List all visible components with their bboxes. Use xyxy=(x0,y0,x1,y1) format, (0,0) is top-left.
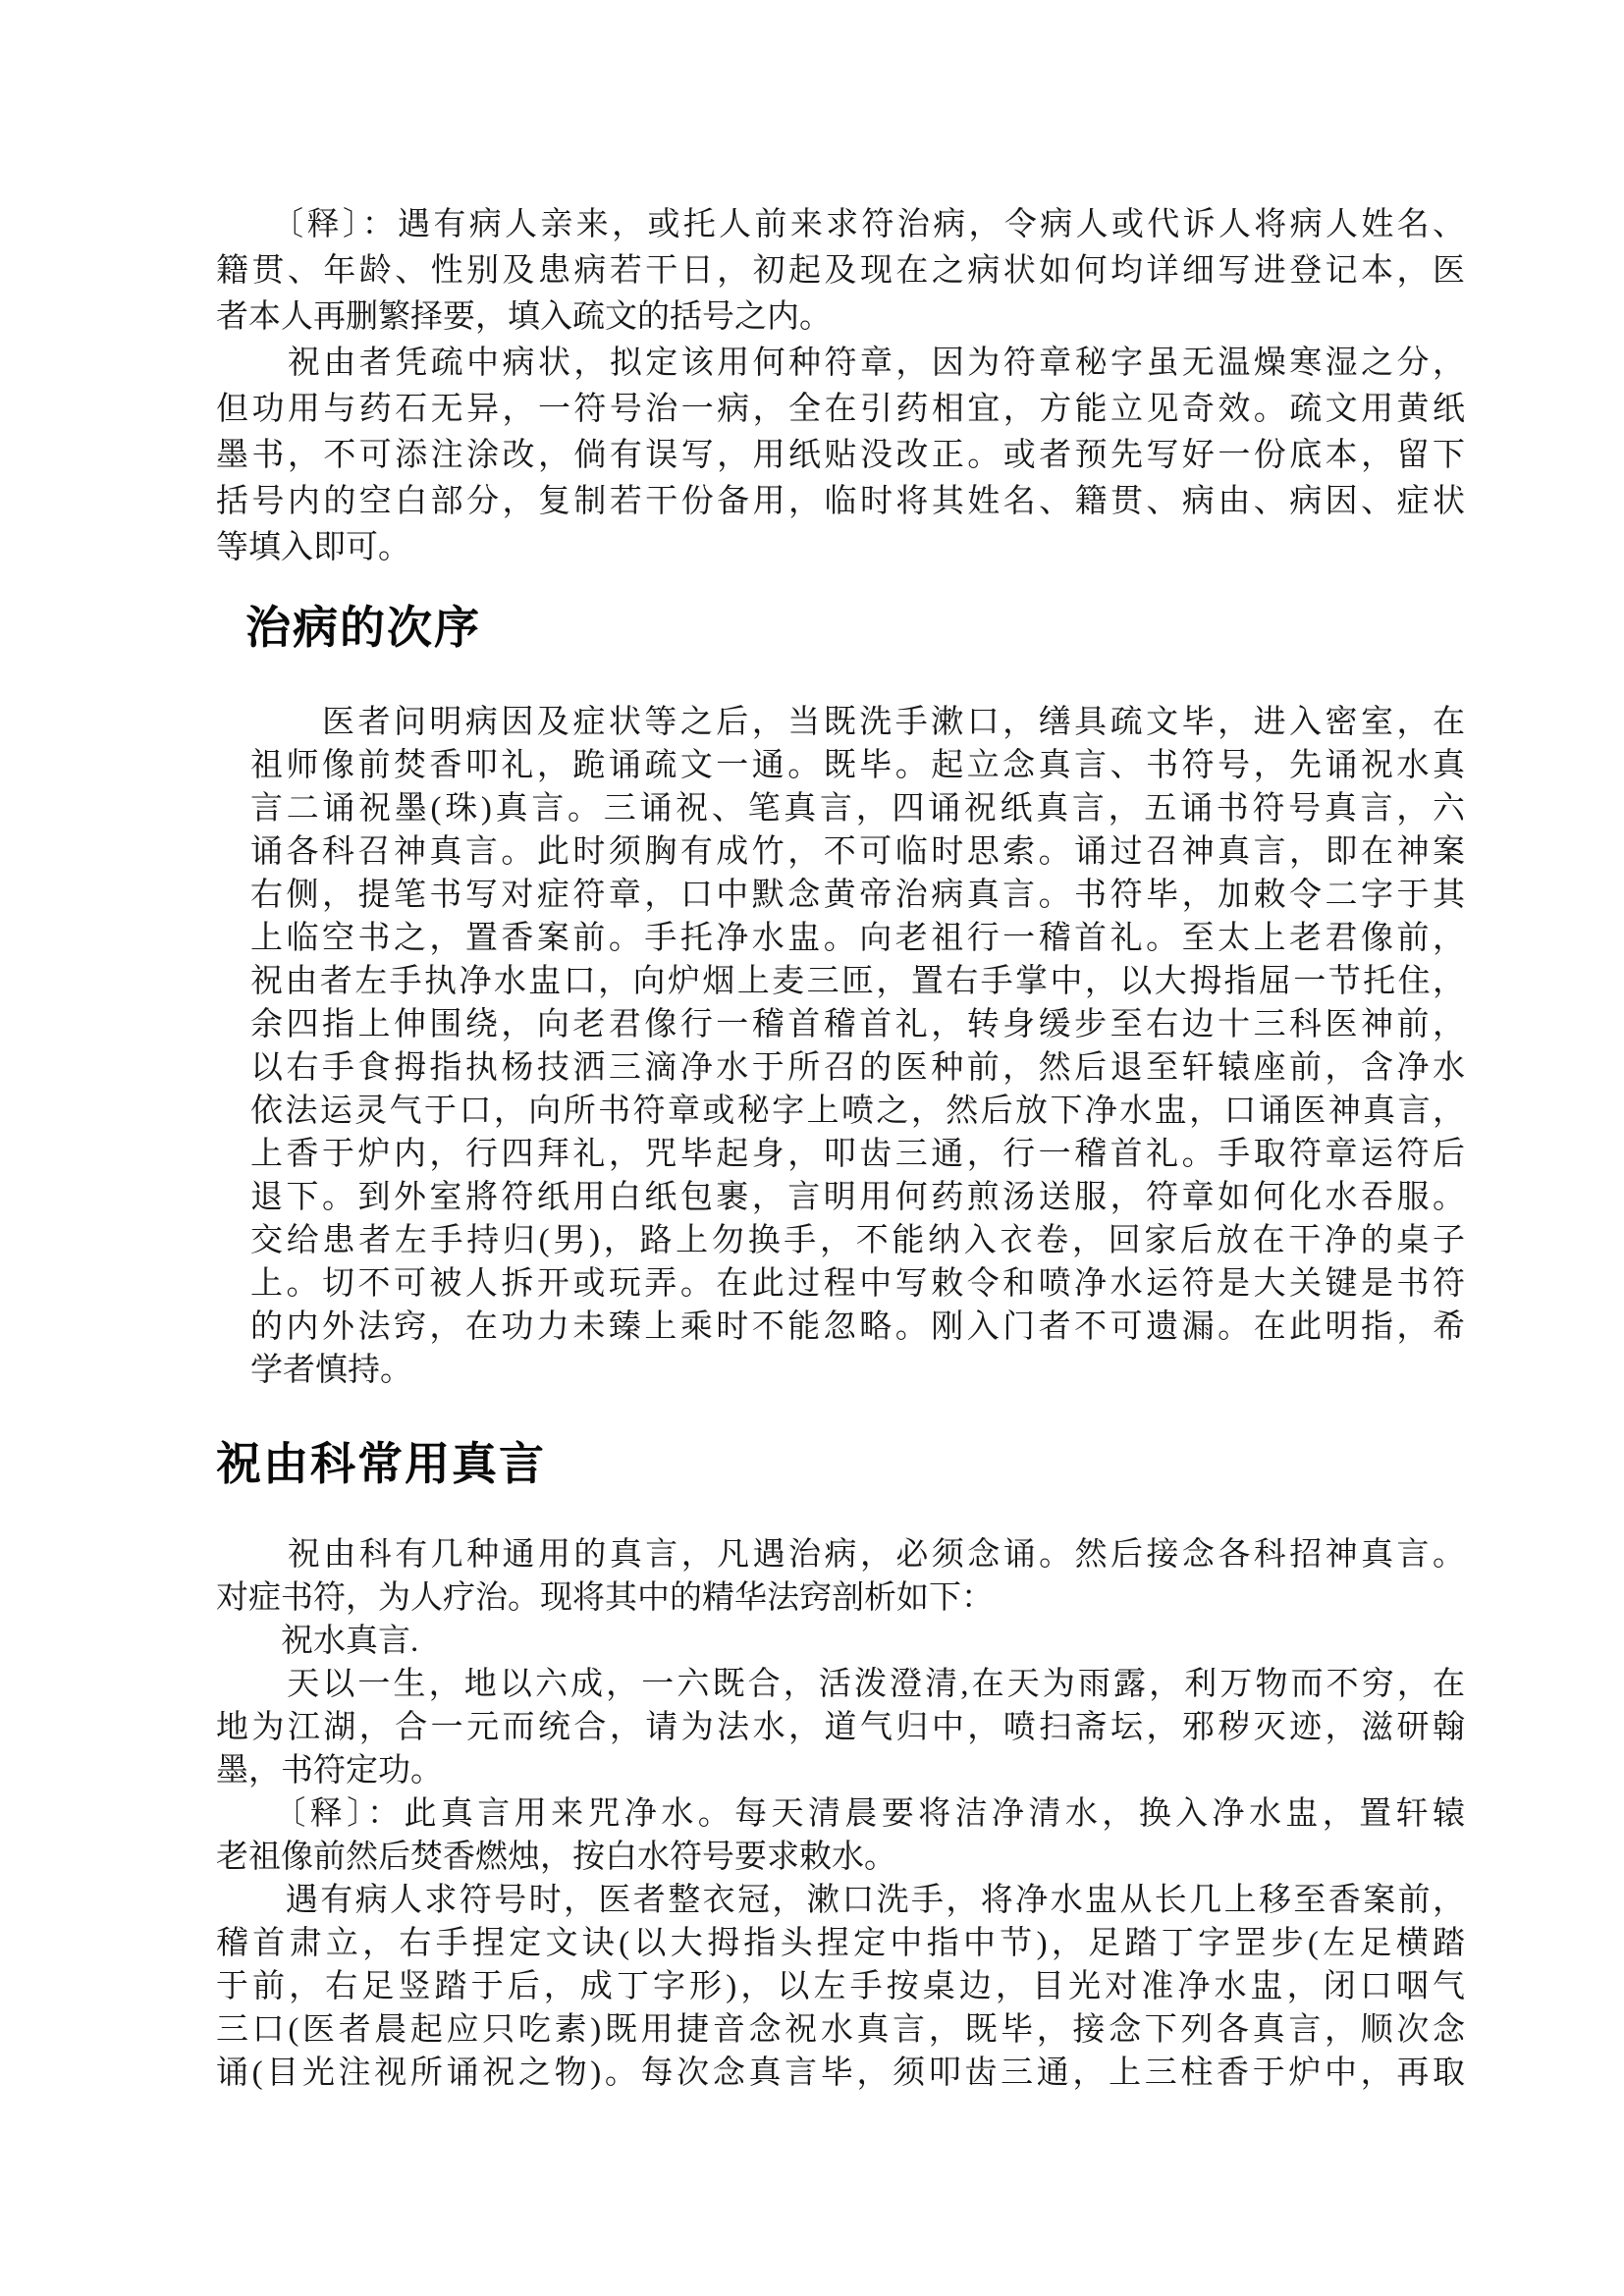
text-line: 祖师像前焚香叩礼，跪诵疏文一通。既毕。起立念真言、书符号，先诵祝水真 xyxy=(250,748,1465,783)
text-line: 祝水真言. xyxy=(216,1624,419,1659)
text-line: 祝由科有几种通用的真言，凡遇治病，必须念诵。然后接念各科招神真言。 xyxy=(216,1537,1465,1573)
text-line: 三口(医者晨起应只吃素)既用捷音念祝水真言，既毕，接念下列各真言，顺次念 xyxy=(216,2012,1465,2048)
text-line: 〔释〕：遇有病人亲来，或托人前来求符治病，令病人或代诉人将病人姓名、 xyxy=(216,207,1465,242)
text-line: 的内外法窍，在功力未臻上乘时不能忽略。刚入门者不可遗漏。在此明指，希 xyxy=(250,1309,1465,1345)
text-line: 上香于炉内，行四拜礼，咒毕起身，叩齿三通，行一稽首礼。手取符章运符后 xyxy=(250,1137,1465,1172)
section-heading-common-mantras: 祝由科常用真言 xyxy=(216,1438,546,1489)
text-line: 老祖像前然后焚香燃烛，按白水符号要求敕水。 xyxy=(216,1840,896,1875)
text-line: 于前，右足竖踏于后，成丁字形)，以左手按桌边，目光对准净水盅，闭口咽气 xyxy=(216,1969,1465,2004)
text-line: 地为江湖，合一元而统合，请为法水，道气归中，喷扫斋坛，邪秽灭迹，滋研翰 xyxy=(216,1710,1465,1745)
text-line: 上临空书之，置香案前。手托净水盅。向老祖行一稽首礼。至太上老君像前， xyxy=(250,921,1465,956)
text-line: 祝由者左手执净水盅口，向炉烟上麦三匝，置右手掌中，以大拇指屈一节托住， xyxy=(250,964,1465,999)
text-line: 退下。到外室將符纸用白纸包裹，言明用何药煎汤送服，符章如何化水吞服。 xyxy=(250,1180,1465,1215)
text-line: 上。切不可被人拆开或玩弄。在此过程中写敕令和喷净水运符是大关键是书符 xyxy=(250,1266,1465,1302)
annotation-paragraph-registration xyxy=(216,202,1465,341)
text-line: 墨书，不可添注涂改，倘有误写，用纸贴没改正。或者预先写好一份底本，留下 xyxy=(216,438,1465,473)
text-line: 交给患者左手持归(男)，路上勿换手，不能纳入衣卷，回家后放在干净的桌子 xyxy=(250,1223,1465,1258)
paragraph-treatment-procedure xyxy=(250,701,1465,1392)
paragraph-water-mantra-text xyxy=(216,1663,1465,1792)
text-line: 祝由者凭疏中病状，拟定该用何种符章，因为符章秘字虽无温燥寒湿之分， xyxy=(216,346,1465,381)
text-line: 诵各科召神真言。此时须胸有成竹，不可临时思索。诵过召神真言，即在神案 xyxy=(250,834,1465,870)
paragraph-water-mantra-title xyxy=(216,1620,1465,1663)
text-line: 对症书符，为人疗治。现将其中的精华法窍剖析如下： xyxy=(216,1580,994,1616)
text-line: 括号内的空白部分，复制若干份备用，临时将其姓名、籍贯、病由、病因、症状 xyxy=(216,484,1465,519)
paragraph-ritual-steps xyxy=(216,1879,1465,2095)
text-line: 医者问明病因及症状等之后，当既洗手漱口，缮具疏文毕，进入密室，在 xyxy=(250,705,1465,740)
text-line: 诵(目光注视所诵祝之物)。每次念真言毕，须叩齿三通，上三柱香于炉中，再取 xyxy=(216,2056,1465,2091)
text-line: 〔释〕：此真言用来咒净水。每天清晨要将洁净清水，换入净水盅，置轩辕 xyxy=(216,1796,1465,1832)
text-line: 依法运灵气于口，向所书符章或秘字上喷之，然后放下净水盅，口诵医神真言， xyxy=(250,1094,1465,1129)
text-line: 天以一生，地以六成，一六既合，活泼澄清,在天为雨露，利万物而不穷，在 xyxy=(216,1667,1465,1702)
paragraph-mantra-intro xyxy=(216,1533,1465,1620)
text-line: 籍贯、年龄、性别及患病若干日，初起及现在之病状如何均详细写进登记本，医 xyxy=(216,253,1465,289)
section-heading-treatment-order: 治病的次序 xyxy=(245,602,481,653)
text-line: 稽首肃立，右手捏定文诀(以大拇指头捏定中指中节)，足踏丁字罡步(左足横踏 xyxy=(216,1926,1465,1961)
text-line: 以右手食拇指执杨技洒三滴净水于所召的医种前，然后退至轩辕座前，含净水 xyxy=(250,1050,1465,1086)
text-line: 但功用与药石无异，一符号治一病，全在引药相宜，方能立见奇效。疏文用黄纸 xyxy=(216,392,1465,427)
text-line: 右侧，提笔书写对症符章，口中默念黄帝治病真言。书符毕，加敕令二字于其 xyxy=(250,878,1465,913)
text-line: 余四指上伸围绕，向老君像行一稽首稽首礼，转身缓步至右边十三科医神前， xyxy=(250,1007,1465,1042)
text-line: 等填入即可。 xyxy=(216,530,410,565)
text-line: 言二诵祝墨(珠)真言。三诵祝、笔真言，四诵祝纸真言，五诵书符号真言，六 xyxy=(250,791,1465,827)
text-line: 学者慎持。 xyxy=(250,1353,412,1388)
paragraph-talisman-prescription xyxy=(216,341,1465,571)
text-line: 者本人再删繁择要，填入疏文的括号之内。 xyxy=(216,299,832,335)
paragraph-water-mantra-note xyxy=(216,1792,1465,1879)
text-line: 墨，书符定功。 xyxy=(216,1753,443,1789)
text-line: 遇有病人求符号时，医者整衣冠，漱口洗手，将净水盅从长几上移至香案前， xyxy=(216,1883,1465,1918)
